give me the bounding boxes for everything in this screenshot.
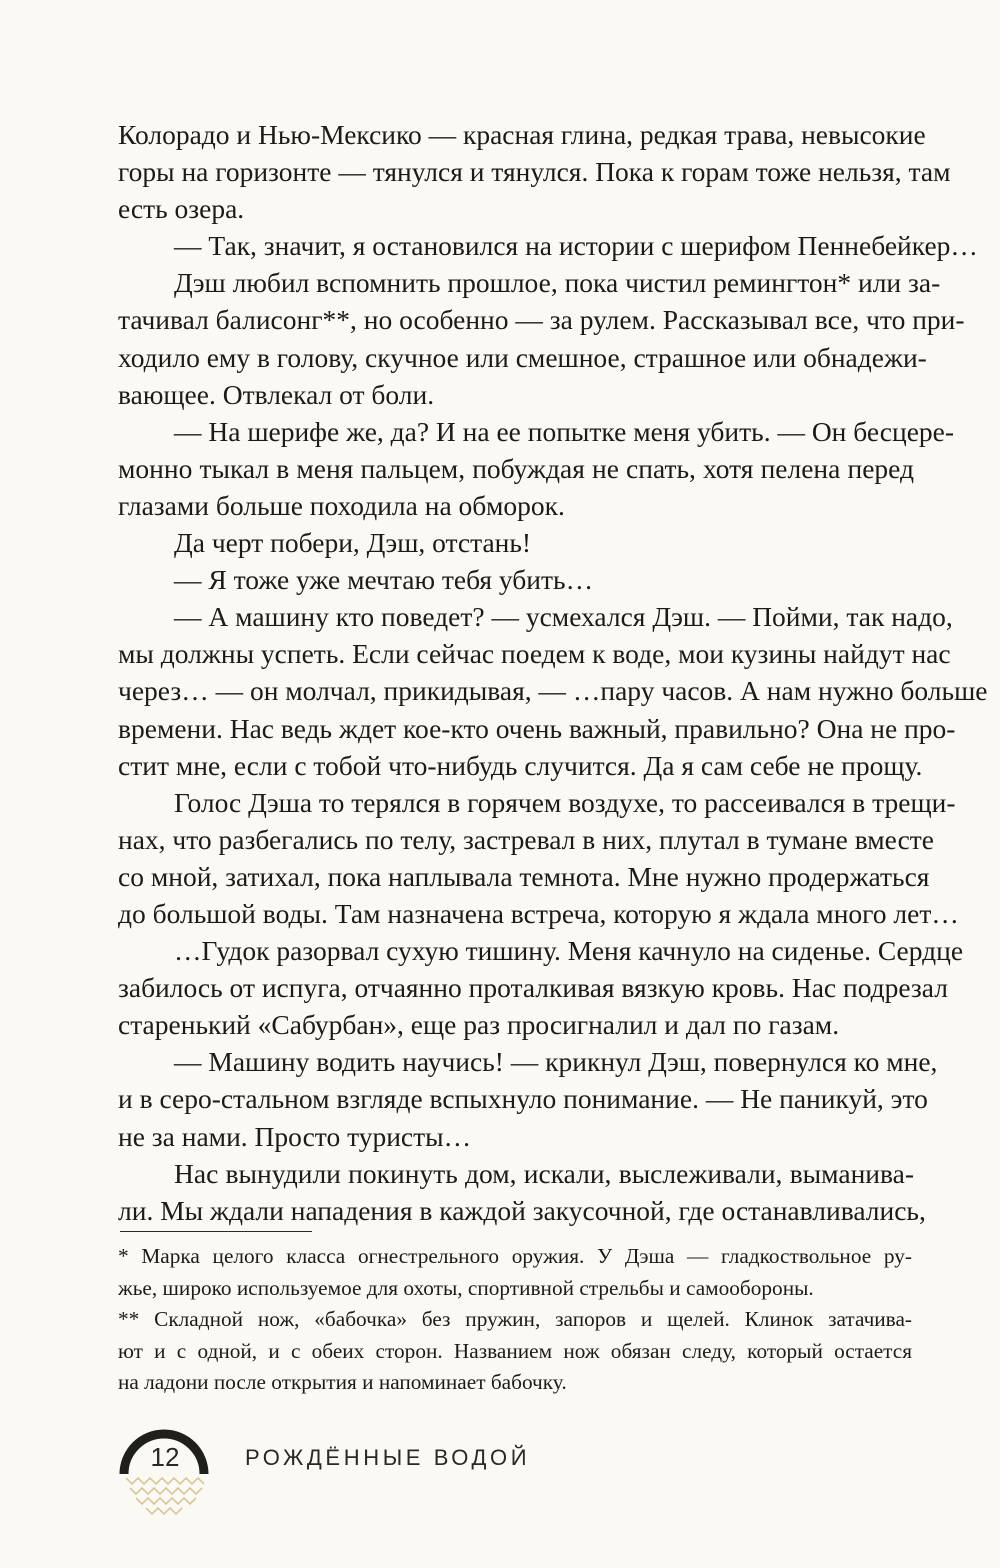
text-line: — Машину водить научись! — крикнул Дэш, повернулся ко мне,	[174, 1046, 938, 1078]
text-line: времени. Нас ведь ждет кое-кто очень важный, правильно? Она не про-	[118, 712, 956, 744]
text-line: не за нами. Просто туристы…	[118, 1120, 472, 1152]
text-line: монно тыкал в меня пальцем, побуждая не спать, хотя пелена перед	[118, 452, 914, 484]
footnote-line: на ладони после открытия и напоминает бабочку.	[118, 1370, 567, 1394]
text-line: …Гудок разорвал сухую тишину. Меня качнуло на сиденье. Сердце	[174, 935, 964, 967]
text-line: Колорадо и Нью-Мексико — красная глина, редкая трава, невысокие	[118, 119, 926, 150]
text-line: стит мне, если с тобой что-нибудь случится. Да я сам себе не прощу.	[118, 749, 923, 781]
footnote-line: ** Складной нож, «бабочка» без пружин, запоров и щелей. Клинок затачива-	[118, 1307, 912, 1331]
text-line: забилось от испуга, отчаянно проталкивая вязкую кровь. Нас подрезал	[118, 972, 948, 1004]
footnote-line: жье, широко используемое для охоты, спортивной стрельбы и самообороны.	[118, 1275, 814, 1300]
page-number: 12	[150, 1442, 180, 1472]
text-line: — А машину кто поведет? — усмехался Дэш. — Пойми, так надо,	[174, 601, 953, 633]
text-line: — На шерифе же, да? И на ее попытке меня убить. — Он бесцере-	[174, 415, 955, 447]
footnote-divider	[120, 1231, 312, 1232]
footnote-line: ют и с одной, и с обеих сторон. Названием нож обязан следу, который остается	[118, 1338, 912, 1363]
text-line: Голос Дэша то терялся в горячем воздухе, то рассеивался в трещи-	[174, 786, 956, 818]
text-line: ходило ему в голову, скучное или смешное, страшное или обнадежи-	[118, 341, 927, 373]
text-line: — Так, значит, я остановился на истории с шерифом Пеннебейкер…	[174, 230, 978, 262]
text-line: глазами больше походила на обморок.	[118, 489, 565, 521]
text-line: Да черт побери, Дэш, отстань!	[174, 527, 532, 559]
text-line: через… — он молчал, прикидывая, — …пару часов. А нам нужно больше	[118, 675, 988, 707]
text-line: нах, что разбегались по телу, застревал в них, плутал в тумане вместе	[118, 823, 935, 855]
text-line: тачивал балисонг**, но особенно — за рулем. Рассказывал все, что при-	[118, 304, 965, 336]
text-line: горы на горизонте — тянулся и тянулся. Пока к горам тоже нельзя, там	[118, 156, 951, 188]
main-text	[118, 116, 988, 1229]
text-line: старенький «Сабурбан», еще раз просигналил и дал по газам.	[118, 1009, 840, 1041]
text-line: — Я тоже уже мечтаю тебя убить…	[174, 564, 594, 596]
text-line: есть озера.	[118, 193, 245, 225]
text-line: мы должны успеть. Если сейчас поедем к воде, мои кузины найдут нас	[118, 638, 951, 670]
text-line: до большой воды. Там назначена встреча, которую я ждала много лет…	[118, 897, 959, 929]
text-line: Дэш любил вспомнить прошлое, пока чистил ремингтон* или за-	[174, 267, 941, 299]
text-line: со мной, затихал, пока наплывала темнота. Мне нужно продержаться	[118, 860, 930, 892]
running-title: РОЖДЁННЫЕ ВОДОЙ	[245, 1445, 531, 1470]
page-footer	[112, 1418, 912, 1528]
footnotes	[118, 1241, 912, 1399]
text-line: и в серо-стальном взгляде вспыхнуло понимание. — Не паникуй, это	[118, 1083, 928, 1115]
footnote-line: * Марка целого класса огнестрельного оружия. У Дэша — гладкоствольное ру-	[118, 1244, 912, 1268]
text-line: вающее. Отвлекал от боли.	[118, 378, 435, 410]
text-line: ли. Мы ждали нападения в каждой закусочной, где останавливались,	[118, 1194, 926, 1226]
text-line: Нас вынудили покинуть дом, искали, выслеживали, выманива-	[174, 1157, 914, 1189]
